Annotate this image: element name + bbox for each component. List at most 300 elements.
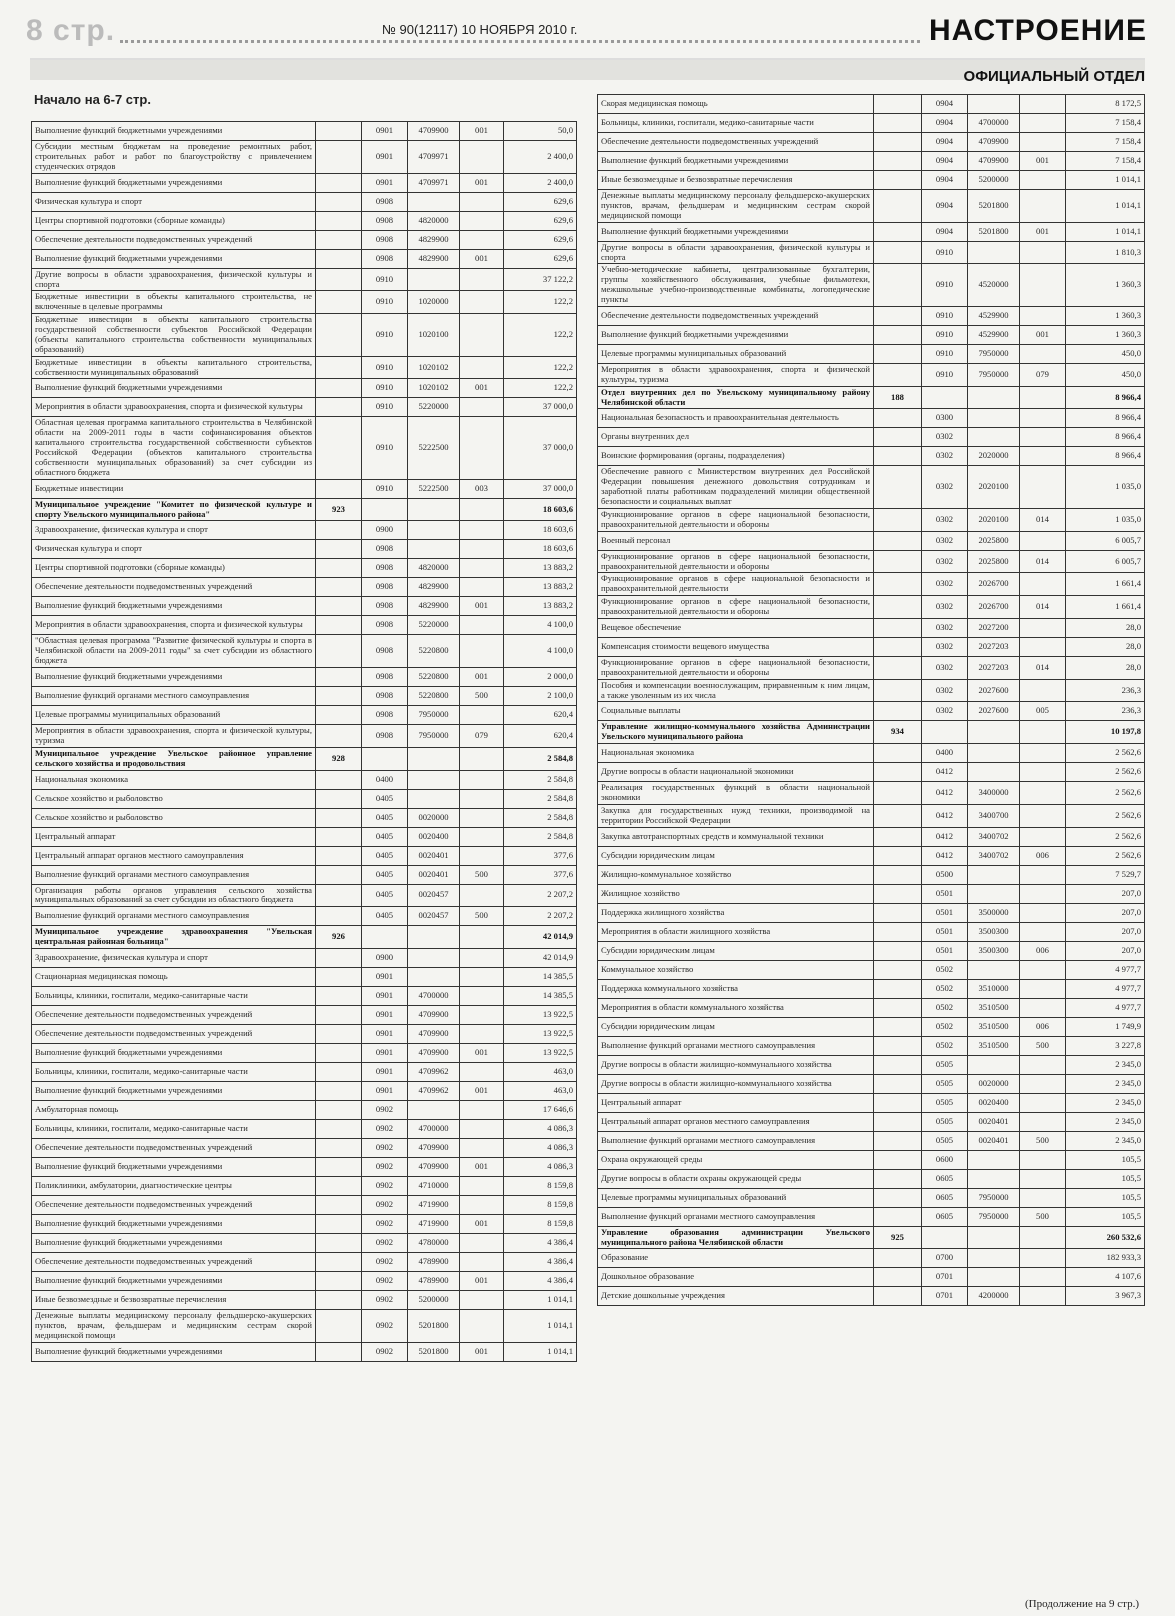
target-article-code: 3500000 (968, 903, 1020, 922)
expense-type-code (460, 884, 504, 907)
amount: 1 661,4 (1066, 573, 1145, 596)
row-name: Обеспечение деятельности подведомственных учреждений (32, 230, 316, 249)
target-article-code: 3400700 (968, 804, 1020, 827)
org-code (316, 1342, 362, 1361)
amount: 463,0 (504, 1063, 577, 1082)
target-article-code: 4829900 (408, 230, 460, 249)
target-article-code (408, 747, 460, 770)
table-row-department (598, 386, 1145, 409)
section-code: 0910 (922, 306, 968, 325)
section-code: 0302 (922, 466, 968, 509)
row-name: Обеспечение деятельности подведомственных учреждений (32, 1253, 316, 1272)
section-code: 0904 (922, 114, 968, 133)
table-row (32, 884, 577, 907)
org-code (316, 597, 362, 616)
table-row (32, 479, 577, 498)
section-code: 0302 (922, 637, 968, 656)
target-article-code: 3510500 (968, 1017, 1020, 1036)
target-article-code: 3510500 (968, 1036, 1020, 1055)
amount: 236,3 (1066, 679, 1145, 702)
target-article-code: 5220800 (408, 635, 460, 668)
amount: 4 386,4 (504, 1272, 577, 1291)
org-code (874, 1055, 922, 1074)
row-name: Выполнение функций органами местного самоуправления (32, 907, 316, 926)
row-name: Выполнение функций органами местного самоуправления (598, 1036, 874, 1055)
amount: 2 584,8 (504, 827, 577, 846)
section-code: 0901 (362, 987, 408, 1006)
target-article-code: 4709900 (968, 152, 1020, 171)
amount: 2 400,0 (504, 141, 577, 174)
section-code: 0502 (922, 979, 968, 998)
org-code (874, 884, 922, 903)
expense-type-code: 001 (460, 1272, 504, 1291)
row-name: Поддержка коммунального хозяйства (598, 979, 874, 998)
target-article-code: 3510000 (968, 979, 1020, 998)
section-code: 0902 (362, 1310, 408, 1343)
row-name: Больницы, клиники, госпитали, медико-санитарные части (32, 987, 316, 1006)
section-code: 0502 (922, 960, 968, 979)
row-name: Субсидии местным бюджетам на проведение ремонтных работ, строительных работ и работ по благоустройству с привлечением студенческих отрядов (32, 141, 316, 174)
row-name: Сельское хозяйство и рыболовство (32, 808, 316, 827)
row-name: Обеспечение равного с Министерством внутренних дел Российской Федерации повышения денежного довольствия сотрудникам и заработной платы работникам подразделений милиции общественной безопасности и социальных выплат (598, 466, 874, 509)
section-code: 0405 (362, 907, 408, 926)
org-code (316, 356, 362, 379)
target-article-code: 3400000 (968, 782, 1020, 805)
amount: 2 400,0 (504, 173, 577, 192)
table-row-department (32, 747, 577, 770)
expense-type-code (460, 1310, 504, 1343)
target-article-code: 5200000 (408, 1291, 460, 1310)
expense-type-code (460, 1139, 504, 1158)
org-code (874, 960, 922, 979)
target-article-code (968, 1169, 1020, 1188)
target-article-code: 3400702 (968, 827, 1020, 846)
row-name: Центры спортивной подготовки (сборные команды) (32, 211, 316, 230)
target-article-code: 4789900 (408, 1272, 460, 1291)
table-row (598, 531, 1145, 550)
amount: 8 966,4 (1066, 428, 1145, 447)
org-code (316, 291, 362, 314)
org-code (874, 222, 922, 241)
expense-type-code (460, 398, 504, 417)
amount: 2 562,6 (1066, 804, 1145, 827)
target-article-code (968, 386, 1020, 409)
table-row (598, 637, 1145, 656)
target-article-code: 5201800 (408, 1310, 460, 1343)
row-name: Центральный аппарат (598, 1093, 874, 1112)
expense-type-code: 001 (1020, 222, 1066, 241)
org-code (874, 827, 922, 846)
amount: 4 977,7 (1066, 960, 1145, 979)
row-name: Поддержка жилищного хозяйства (598, 903, 874, 922)
amount: 18 603,6 (504, 540, 577, 559)
amount: 1 360,3 (1066, 306, 1145, 325)
row-name: Больницы, клиники, госпитали, медико-санитарные части (32, 1120, 316, 1139)
org-code (874, 133, 922, 152)
org-code (874, 325, 922, 344)
amount: 3 967,3 (1066, 1287, 1145, 1306)
section-code: 0900 (362, 949, 408, 968)
expense-type-code (1020, 979, 1066, 998)
target-article-code: 4700000 (968, 114, 1020, 133)
row-name: Стационарная медицинская помощь (32, 968, 316, 987)
amount: 1 749,9 (1066, 1017, 1145, 1036)
expense-type-code: 500 (1020, 1131, 1066, 1150)
amount: 7 158,4 (1066, 152, 1145, 171)
expense-type-code (1020, 531, 1066, 550)
table-row (598, 1055, 1145, 1074)
amount: 8 966,4 (1066, 409, 1145, 428)
target-article-code: 2027203 (968, 637, 1020, 656)
expense-type-code (460, 356, 504, 379)
amount: 620,4 (504, 706, 577, 725)
section-code: 0910 (922, 363, 968, 386)
section-code: 0910 (362, 379, 408, 398)
target-article-code: 2026700 (968, 573, 1020, 596)
section-code: 0908 (362, 230, 408, 249)
amount: 1 014,1 (1066, 171, 1145, 190)
org-code (874, 428, 922, 447)
row-name: Функционирование органов в сфере национальной безопасности, правоохранительной деятельности и обороны (598, 550, 874, 573)
row-name: Функционирование органов в сфере национальной безопасности и правоохранительной деятельности (598, 573, 874, 596)
target-article-code: 7950000 (408, 706, 460, 725)
row-name: Выполнение функций органами местного самоуправления (32, 865, 316, 884)
expense-type-code (460, 616, 504, 635)
row-name: Военный персонал (598, 531, 874, 550)
section-code: 0701 (922, 1268, 968, 1287)
expense-type-code (1020, 637, 1066, 656)
org-code (316, 789, 362, 808)
table-row (32, 668, 577, 687)
row-name: Физическая культура и спорт (32, 192, 316, 211)
amount: 28,0 (1066, 637, 1145, 656)
row-name: Больницы, клиники, госпитали, медико-санитарные части (598, 114, 874, 133)
expense-type-code: 001 (460, 249, 504, 268)
org-code (316, 846, 362, 865)
amount: 2 345,0 (1066, 1093, 1145, 1112)
expense-type-code (460, 635, 504, 668)
row-name: Мероприятия в области здравоохранения, спорта и физической культуры, туризма (598, 363, 874, 386)
section-code: 0505 (922, 1055, 968, 1074)
table-row (32, 1291, 577, 1310)
row-name: Мероприятия в области здравоохранения, спорта и физической культуры (32, 616, 316, 635)
amount: 105,5 (1066, 1150, 1145, 1169)
row-name: Функционирование органов в сфере национальной безопасности, правоохранительной деятельности и обороны (598, 656, 874, 679)
table-row (598, 1287, 1145, 1306)
section-code: 0505 (922, 1131, 968, 1150)
section-code: 0502 (922, 998, 968, 1017)
table-row (32, 314, 577, 357)
amount: 2 562,6 (1066, 846, 1145, 865)
target-article-code: 5220800 (408, 668, 460, 687)
row-name: Выполнение функций органами местного самоуправления (598, 1131, 874, 1150)
section-code: 0405 (362, 865, 408, 884)
target-article-code (968, 884, 1020, 903)
table-row (598, 325, 1145, 344)
org-code (874, 1036, 922, 1055)
target-article-code: 0020401 (968, 1112, 1020, 1131)
org-code (874, 846, 922, 865)
row-name: Выполнение функций бюджетными учреждениями (32, 1234, 316, 1253)
target-article-code: 0020400 (408, 827, 460, 846)
section-code: 0701 (922, 1287, 968, 1306)
amount: 7 529,7 (1066, 865, 1145, 884)
expense-type-code (1020, 447, 1066, 466)
table-row (32, 1006, 577, 1025)
table-row (32, 1082, 577, 1101)
section-code: 0902 (362, 1196, 408, 1215)
section-code: 0910 (922, 241, 968, 264)
table-row (598, 264, 1145, 307)
amount: 2 207,2 (504, 884, 577, 907)
org-code (316, 398, 362, 417)
section-code: 0901 (362, 141, 408, 174)
target-article-code: 4529900 (968, 325, 1020, 344)
org-code (874, 941, 922, 960)
org-code (316, 122, 362, 141)
section-code (922, 721, 968, 744)
row-name: Субсидии юридическим лицам (598, 1017, 874, 1036)
table-row (598, 618, 1145, 637)
target-article-code: 4820000 (408, 559, 460, 578)
section-code: 0910 (362, 479, 408, 498)
table-row (598, 846, 1145, 865)
row-name: Физическая культура и спорт (32, 540, 316, 559)
amount: 13 883,2 (504, 597, 577, 616)
amount: 4 107,6 (1066, 1268, 1145, 1287)
target-article-code (968, 721, 1020, 744)
target-article-code: 4829900 (408, 578, 460, 597)
org-code (316, 1120, 362, 1139)
target-article-code: 4700000 (408, 1120, 460, 1139)
target-article-code (968, 960, 1020, 979)
target-article-code: 0020000 (968, 1074, 1020, 1093)
amount: 236,3 (1066, 702, 1145, 721)
expense-type-code (460, 1101, 504, 1120)
org-code (316, 192, 362, 211)
expense-type-code: 500 (1020, 1036, 1066, 1055)
continued-from-note: Начало на 6-7 стр. (34, 92, 151, 107)
target-article-code (408, 1101, 460, 1120)
target-article-code: 4700000 (408, 987, 460, 1006)
table-row (598, 508, 1145, 531)
table-row-department (598, 1226, 1145, 1249)
table-row (598, 782, 1145, 805)
expense-type-code (1020, 804, 1066, 827)
row-name: Выполнение функций бюджетными учреждениями (598, 222, 874, 241)
org-code (874, 744, 922, 763)
table-row (32, 122, 577, 141)
section-code: 0501 (922, 922, 968, 941)
org-code (316, 616, 362, 635)
amount: 2 562,6 (1066, 782, 1145, 805)
target-article-code: 0020457 (408, 884, 460, 907)
org-code (874, 804, 922, 827)
row-name: Целевые программы муниципальных образований (32, 706, 316, 725)
row-name: Закупка автотранспортных средств и коммунальной техники (598, 827, 874, 846)
budget-table-right-body (598, 95, 1145, 1306)
expense-type-code (460, 540, 504, 559)
target-article-code (968, 1055, 1020, 1074)
row-name: Выполнение функций бюджетными учреждениями (32, 597, 316, 616)
org-code: 926 (316, 926, 362, 949)
table-row (32, 417, 577, 479)
section-code: 0908 (362, 249, 408, 268)
target-article-code (968, 1226, 1020, 1249)
target-article-code (968, 744, 1020, 763)
section-code: 0901 (362, 1044, 408, 1063)
org-code (316, 687, 362, 706)
row-name: Областная целевая программа капитального строительства в Челябинской области на 2009-2011 годы в части софинансирования объектов капитального строительства государственной собственности субъектов Российской Федерации (объектов капитального строительства собственности муниципальных образований) за счет субсидии из областного бюджета (32, 417, 316, 479)
section-code: 0412 (922, 827, 968, 846)
section-code: 0902 (362, 1253, 408, 1272)
target-article-code: 0020401 (968, 1131, 1020, 1150)
row-name: Обеспечение деятельности подведомственных учреждений (32, 1196, 316, 1215)
org-code (316, 559, 362, 578)
issue-line: № 90(12117) 10 НОЯБРЯ 2010 г. (382, 22, 578, 37)
section-code: 0405 (362, 884, 408, 907)
row-name: Субсидии юридическим лицам (598, 846, 874, 865)
row-name: Жилищное хозяйство (598, 884, 874, 903)
amount: 37 000,0 (504, 398, 577, 417)
expense-type-code (460, 1025, 504, 1044)
section-code: 0501 (922, 884, 968, 903)
amount: 37 122,2 (504, 268, 577, 291)
org-code (874, 1131, 922, 1150)
section-code: 0405 (362, 789, 408, 808)
section-code: 0902 (362, 1101, 408, 1120)
section-code: 0605 (922, 1207, 968, 1226)
org-code (874, 637, 922, 656)
target-article-code (968, 1249, 1020, 1268)
expense-type-code (460, 192, 504, 211)
expense-type-code (1020, 1268, 1066, 1287)
section-code: 0902 (362, 1291, 408, 1310)
target-article-code (968, 241, 1020, 264)
org-code (316, 1177, 362, 1196)
row-name: Компенсация стоимости вещевого имущества (598, 637, 874, 656)
org-code (316, 141, 362, 174)
section-code: 0902 (362, 1234, 408, 1253)
expense-type-code (1020, 827, 1066, 846)
amount: 105,5 (1066, 1207, 1145, 1226)
table-row (598, 573, 1145, 596)
row-name: Денежные выплаты медицинскому персоналу фельдшерско-акушерских пунктов, врачам, фельдшерам и медицинским сестрам скорой медицинской помощи (598, 190, 874, 223)
target-article-code: 1020102 (408, 356, 460, 379)
amount: 2 345,0 (1066, 1112, 1145, 1131)
section-code: 0904 (922, 222, 968, 241)
expense-type-code (460, 1063, 504, 1082)
amount: 105,5 (1066, 1169, 1145, 1188)
row-name: Социальные выплаты (598, 702, 874, 721)
row-name: Мероприятия в области здравоохранения, спорта и физической культуры, туризма (32, 725, 316, 748)
amount: 37 000,0 (504, 479, 577, 498)
section-code: 0502 (922, 1017, 968, 1036)
table-row-department (598, 721, 1145, 744)
section-code: 0501 (922, 941, 968, 960)
target-article-code (968, 865, 1020, 884)
expense-type-code: 500 (460, 907, 504, 926)
row-name: Обеспечение деятельности подведомственных учреждений (32, 1025, 316, 1044)
target-article-code (408, 949, 460, 968)
target-article-code: 2020000 (968, 447, 1020, 466)
section-code: 0904 (922, 171, 968, 190)
expense-type-code (1020, 884, 1066, 903)
section-code: 0902 (362, 1215, 408, 1234)
section-code: 0302 (922, 596, 968, 619)
section-code: 0901 (362, 1063, 408, 1082)
target-article-code: 4200000 (968, 1287, 1020, 1306)
row-name: Выполнение функций бюджетными учреждениями (32, 668, 316, 687)
expense-type-code: 500 (1020, 1207, 1066, 1226)
amount: 4 386,4 (504, 1234, 577, 1253)
target-article-code (408, 268, 460, 291)
org-code (874, 1093, 922, 1112)
expense-type-code (460, 1253, 504, 1272)
org-code: 934 (874, 721, 922, 744)
amount: 13 922,5 (504, 1025, 577, 1044)
table-row (32, 398, 577, 417)
amount: 4 386,4 (504, 1253, 577, 1272)
amount: 260 532,6 (1066, 1226, 1145, 1249)
row-name: Субсидии юридическим лицам (598, 941, 874, 960)
table-row (32, 1253, 577, 1272)
table-row (32, 192, 577, 211)
org-code (316, 865, 362, 884)
expense-type-code (1020, 190, 1066, 223)
org-code (874, 679, 922, 702)
expense-type-code: 014 (1020, 596, 1066, 619)
table-row (598, 827, 1145, 846)
table-row (32, 291, 577, 314)
row-name: Выполнение функций бюджетными учреждениями (598, 325, 874, 344)
expense-type-code (460, 230, 504, 249)
target-article-code: 2025800 (968, 531, 1020, 550)
expense-type-code (460, 578, 504, 597)
table-row (598, 702, 1145, 721)
org-code (316, 1215, 362, 1234)
row-name: Обеспечение деятельности подведомственных учреждений (598, 306, 874, 325)
org-code (874, 1268, 922, 1287)
row-name: Вещевое обеспечение (598, 618, 874, 637)
org-code (874, 531, 922, 550)
section-code: 0902 (362, 1342, 408, 1361)
amount: 18 603,6 (504, 521, 577, 540)
expense-type-code (460, 211, 504, 230)
section-code: 0400 (922, 744, 968, 763)
expense-type-code (1020, 95, 1066, 114)
target-article-code: 2027600 (968, 679, 1020, 702)
row-name: Выполнение функций бюджетными учреждениями (32, 379, 316, 398)
target-article-code: 0020457 (408, 907, 460, 926)
target-article-code: 2020100 (968, 508, 1020, 531)
section-code: 0302 (922, 573, 968, 596)
org-code (874, 1074, 922, 1093)
target-article-code: 7950000 (968, 344, 1020, 363)
expense-type-code (460, 1234, 504, 1253)
table-row (598, 363, 1145, 386)
row-name: Иные безвозмездные и безвозвратные перечисления (32, 1291, 316, 1310)
continued-to-note: (Продолжение на 9 стр.) (1025, 1598, 1139, 1610)
table-row (598, 466, 1145, 509)
org-code (874, 344, 922, 363)
org-code (316, 987, 362, 1006)
amount: 2 562,6 (1066, 763, 1145, 782)
target-article-code: 2027200 (968, 618, 1020, 637)
org-code (316, 268, 362, 291)
org-code (316, 540, 362, 559)
org-code (874, 979, 922, 998)
